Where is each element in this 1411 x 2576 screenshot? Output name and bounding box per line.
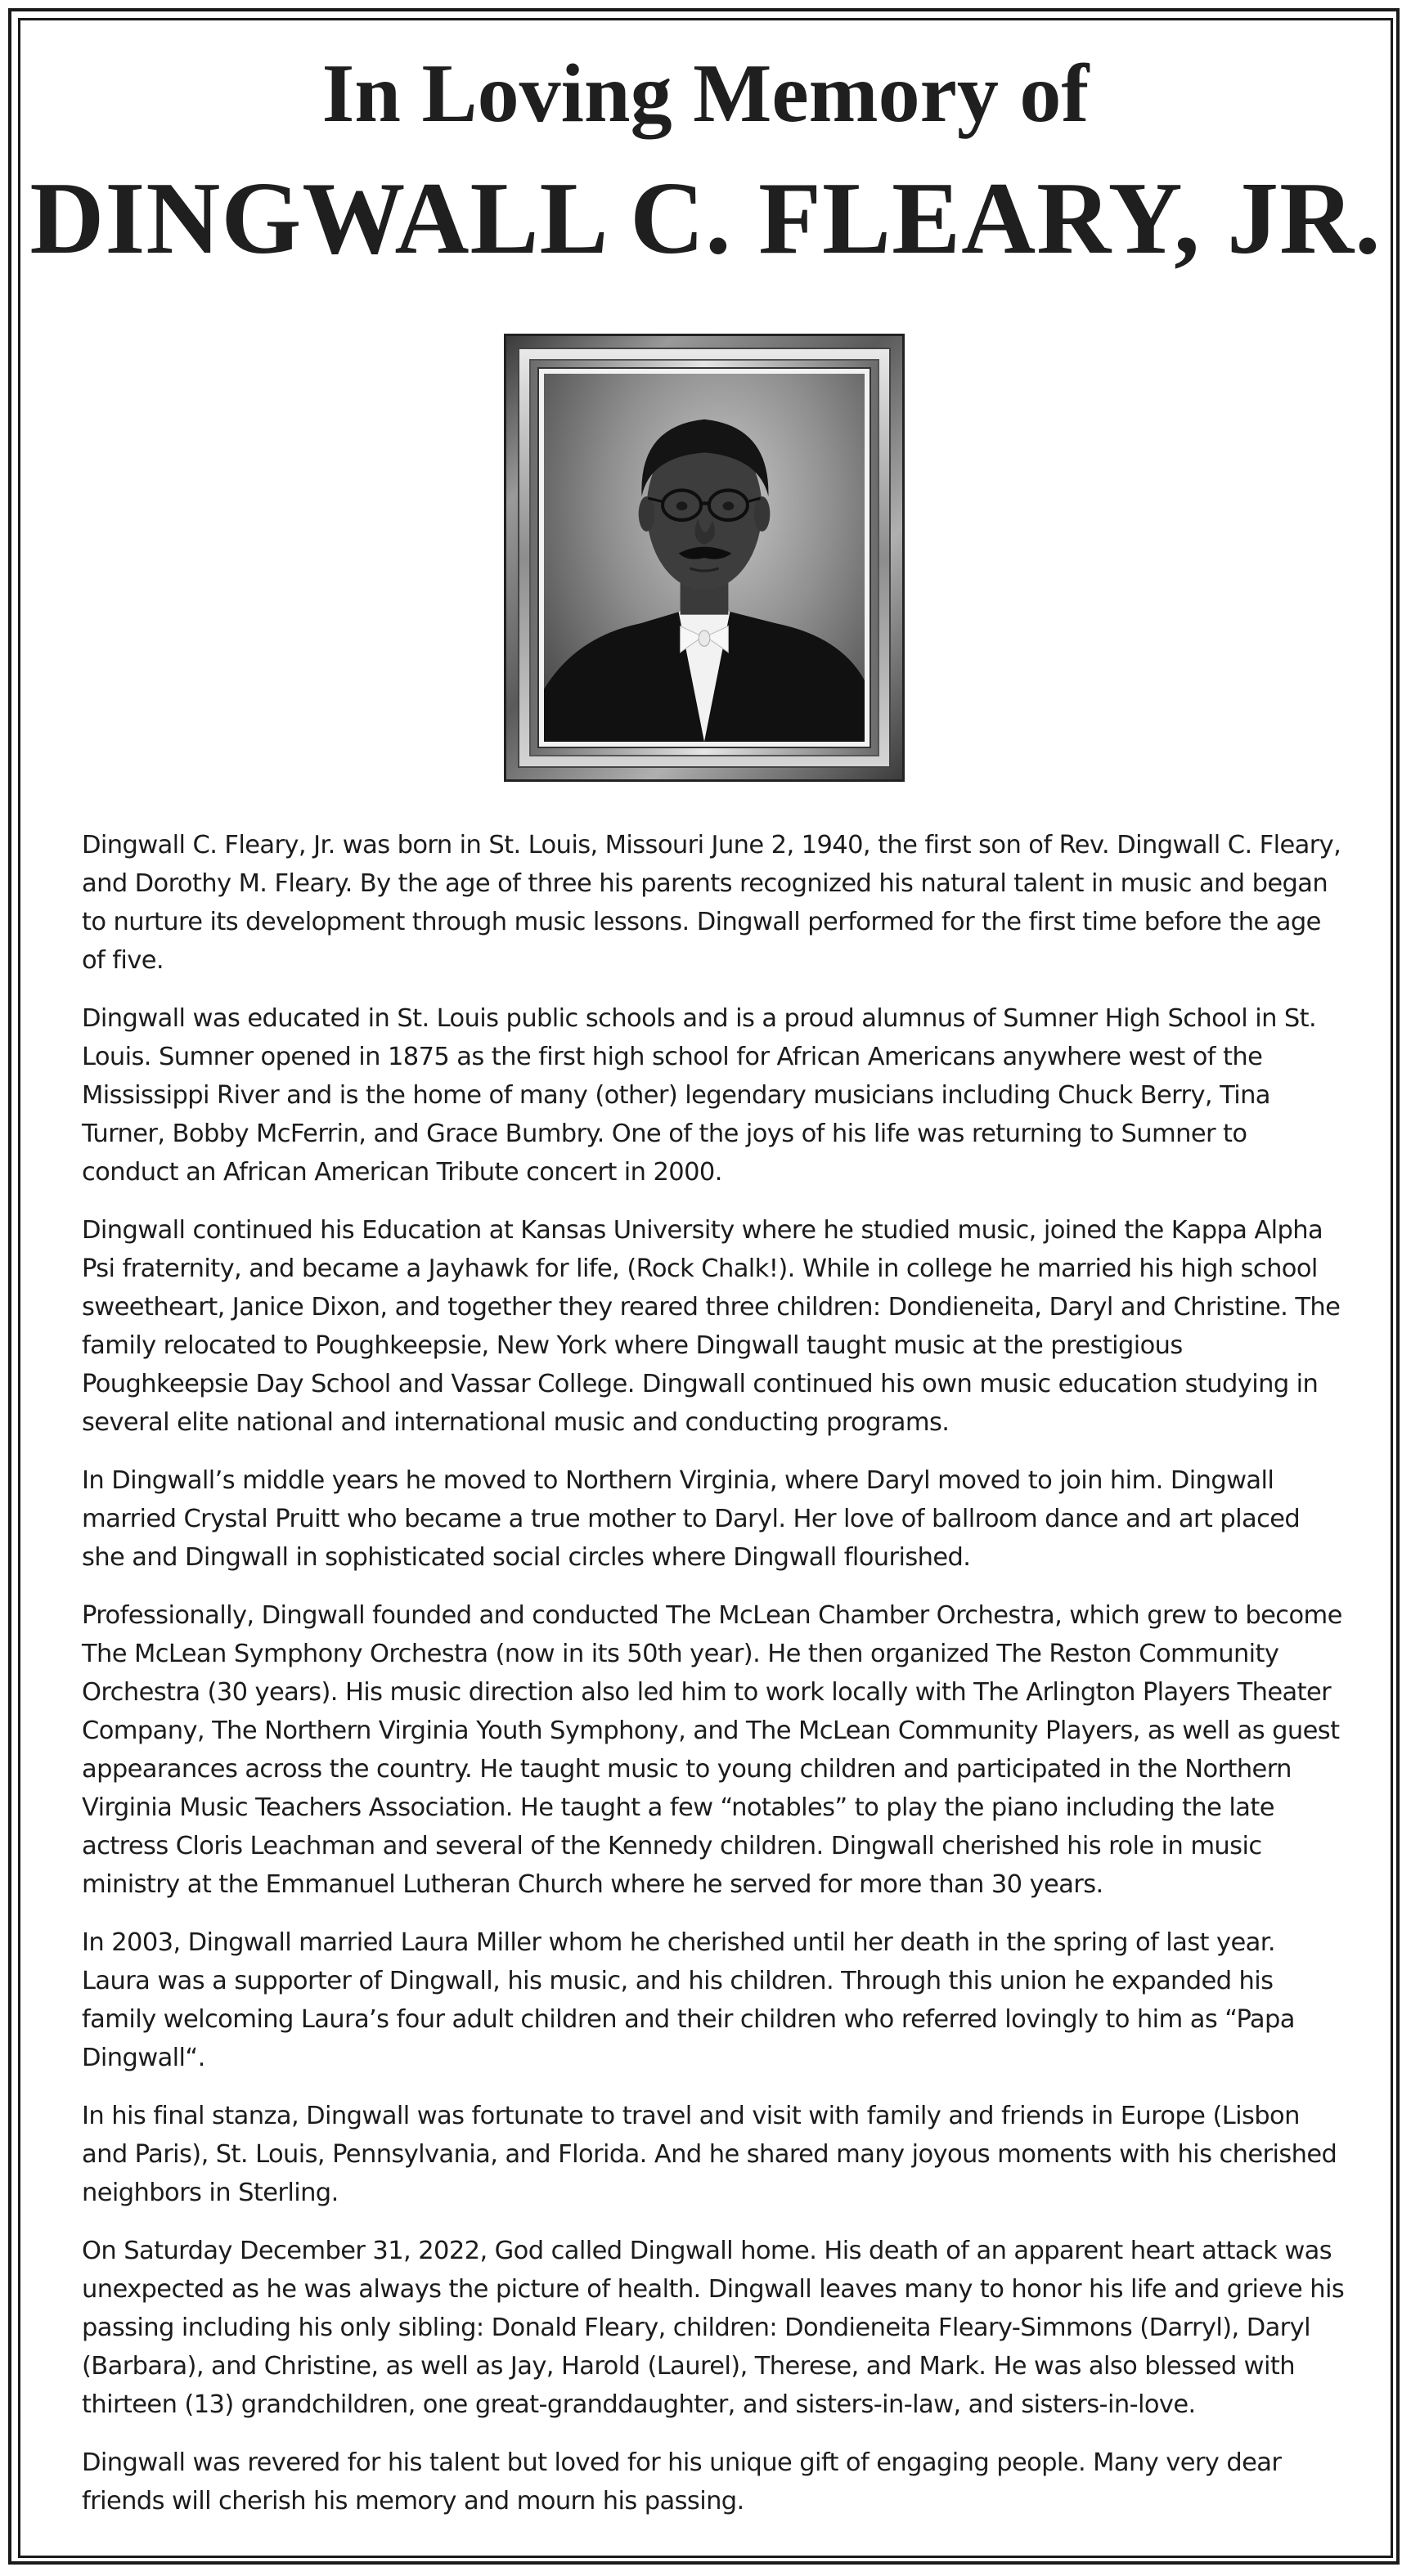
obituary-paragraph: Professionally, Dingwall founded and conducted The McLean Chamber Orchestra, which grew to become The McLean Symphony Orchestra (now in its 50th year). He then organized The Reston Community Orchestra (30 years). His music direction also led him to work locally with The Arlington Players Theater Company, The Northern Virginia Youth Symphony, and The McLean Community Players, as well as guest appearances across the country. He taught music to young children and participated in the Northern Virginia Music Teachers Association. He taught a few “notables” to play the piano including the late actress Cloris Leachman and several of the Kennedy children. Dingwall cherished his role in music ministry at the Emmanuel Lutheran Church where he served for more than 30 years. bbox=[82, 1601, 1342, 1899]
portrait-illustration bbox=[544, 374, 865, 742]
obituary-paragraph: Dingwall was educated in St. Louis public schools and is a proud alumnus of Sumner High School in St. Louis. Sumner opened in 1875 as the first high school for African Americans anywhere west of the Mississippi River and is the home of many (other) legendary musicians including Chuck Berry, Tina Turner, Bobby McFerrin, and Grace Bumbry. One of the joys of his life was returning to Sumner to conduct an African American Tribute concert in 2000. bbox=[82, 1004, 1317, 1187]
obituary-paragraph: Dingwall C. Fleary, Jr. was born in St. Louis, Missouri June 2, 1940, the first son of Rev. Dingwall C. Fleary, and Dorothy M. Fleary. By the age of three his parents recognized his natural talent in music and began to nurture its development through music lessons. Dingwall performed for the first time before the age of five. bbox=[82, 831, 1341, 975]
obituary-paragraph: In his final stanza, Dingwall was fortunate to travel and visit with family and friends in Europe (Lisbon and Paris), St. Louis, Pennsylvania, and Florida. And he shared many joyous moments with his cherished neighbors in Sterling. bbox=[82, 2102, 1337, 2207]
obituary-paragraph: On Saturday December 31, 2022, God called Dingwall home. His death of an apparent heart attack was unexpected as he was always the picture of health. Dingwall leaves many to honor his life and grieve his passing including his only sibling: Donald Fleary, children: Dondieneita Fleary-Simmons (Darryl), Daryl (Barbara), and Christine, as well as Jay, Harold (Laurel), Therese, and Mark. He was also blessed with thirteen (13) grandchildren, one great-granddaughter, and sisters-in-law, and sisters-in-love. bbox=[82, 2237, 1345, 2419]
obituary-paragraph: In Dingwall’s middle years he moved to Northern Virginia, where Daryl moved to join him. Dingwall married Crystal Pruitt who became a true mother to Daryl. Her love of ballroom dance and art placed she and Dingwall in sophisticated social circles where Dingwall flourished. bbox=[82, 1466, 1301, 1572]
deceased-name: DINGWALL C. FLEARY, JR. bbox=[29, 162, 1382, 276]
obituary-text bbox=[82, 826, 1346, 2540]
obituary-paragraph: Dingwall was revered for his talent but loved for his unique gift of engaging people. Many very dear friends will cherish his memory and mourn his passing. bbox=[82, 2448, 1282, 2515]
portrait-photo bbox=[544, 374, 865, 742]
memorial-heading: In Loving Memory of bbox=[321, 47, 1090, 140]
obituary-paragraph: Dingwall continued his Education at Kansas University where he studied music, joined the Kappa Alpha Psi fraternity, and became a Jayhawk for life, (Rock Chalk!). While in college he married his high school sweetheart, Janice Dixon, and together they reared three children: Dondieneita, Daryl and Christine. The family relocated to Poughkeepsie, New York where Dingwall taught music at the prestigious Poughkeepsie Day School and Vassar College. Dingwall continued his own music education studying in several elite national and international music and conducting programs. bbox=[82, 1216, 1341, 1437]
obituary-paragraph: In 2003, Dingwall married Laura Miller whom he cherished until her death in the spring of last year. Laura was a supporter of Dingwall, his music, and his children. Through this union he expanded his family welcoming Laura’s four adult children and their children who referred lovingly to him as “Papa Dingwall“. bbox=[82, 1928, 1295, 2072]
photo-frame bbox=[504, 334, 905, 782]
